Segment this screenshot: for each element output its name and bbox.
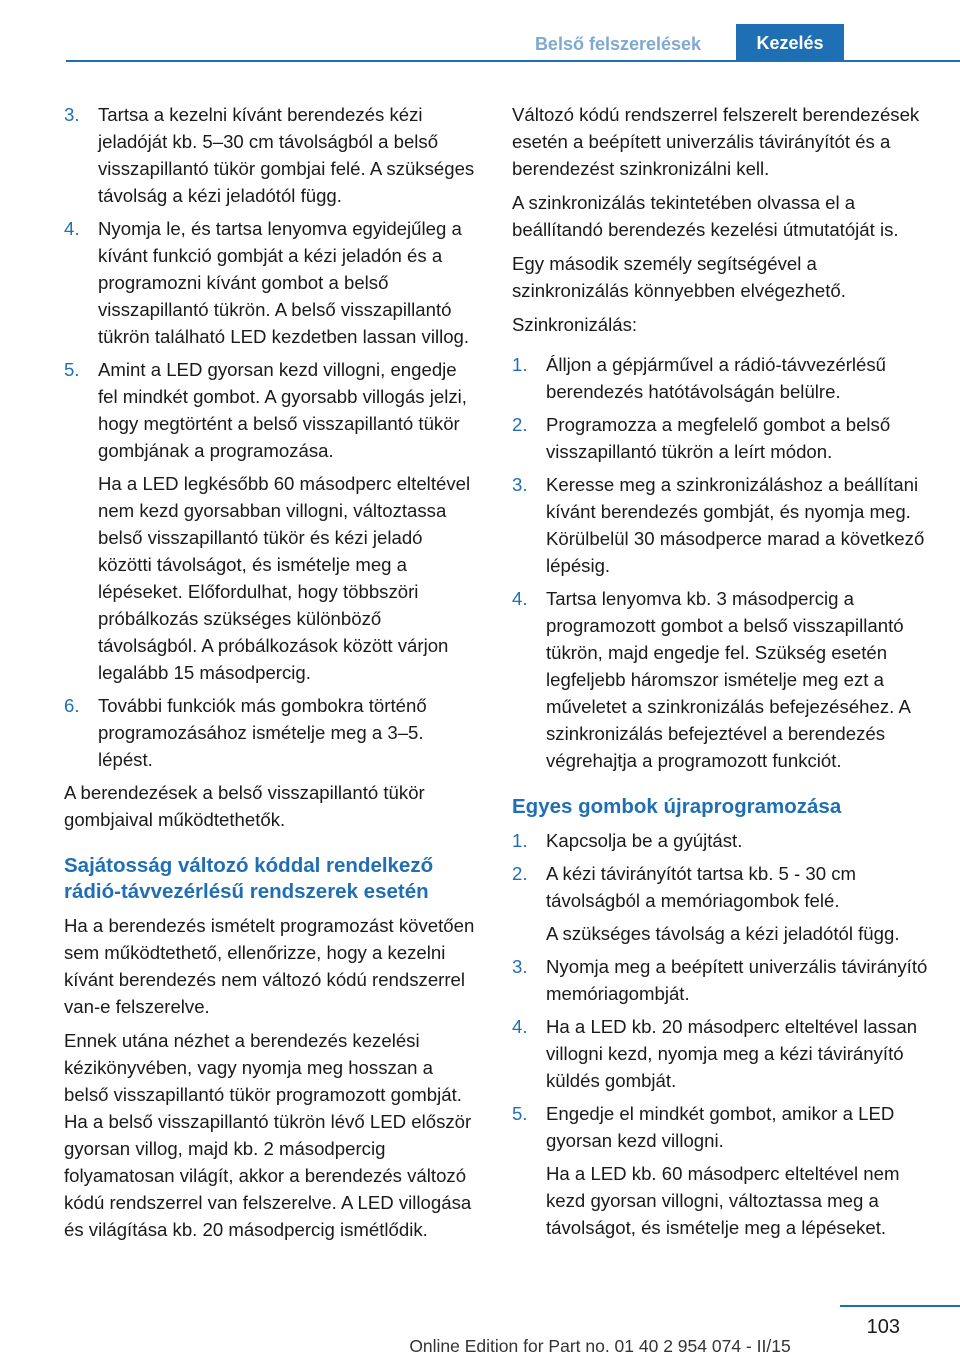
step-note: Ha a LED legkésőbb 60 másodperc elteltével nem kezd gyorsabban villogni, változtassa belső visszapillantó tükör és kézi jeladó közötti távolságot, és ismételje meg a lépéseket. Előfordulhat, hogy többszöri próbálkozás szükséges különböző távolságból. A próbálkozások között várjon legalább 15 másodpercig. bbox=[98, 473, 471, 683]
step-6 bbox=[64, 692, 478, 773]
body-paragraph: Változó kódú rendszerrel felszerelt berendezések esetén a beépített univerzális távirányítót és a berendezést szinkronizálni kell. bbox=[512, 104, 920, 179]
step-text: Tartsa a kezelni kívánt berendezés kézi jeladóját kb. 5–30 cm távolságból a belső visszapillantó tükör gombjai felé. A szükséges távolság a kézi jeladótól függ. bbox=[98, 104, 475, 206]
sync-step-4 bbox=[512, 585, 928, 774]
body-paragraph: A berendezések a belső visszapillantó tükör gombjaival működtethetők. bbox=[64, 782, 425, 830]
reprog-step-3 bbox=[512, 953, 928, 1007]
step-number: 1. bbox=[512, 830, 528, 851]
step-note: A szükséges távolság a kézi jeladótól függ. bbox=[546, 923, 900, 944]
step-note: Ha a LED kb. 60 másodperc elteltével nem kezd gyorsan villogni, változtassa meg a távolságot, és ismételje meg a lépéseket. bbox=[546, 1163, 900, 1238]
right-column bbox=[512, 101, 928, 1247]
step-number: 1. bbox=[512, 354, 528, 375]
step-text: A kézi távirányítót tartsa kb. 5 - 30 cm távolságból a memóriagombok felé. bbox=[546, 863, 857, 911]
edition-footer: Online Edition for Part no. 01 40 2 954 074 - II/15 bbox=[409, 1336, 791, 1356]
reprog-step-5 bbox=[512, 1100, 928, 1241]
body-paragraph: Szinkronizálás: bbox=[512, 314, 638, 335]
header-section-label: Belső felszerelések bbox=[534, 34, 702, 54]
page-number: 103 bbox=[866, 1316, 900, 1338]
step-number: 2. bbox=[512, 863, 528, 884]
step-3 bbox=[64, 101, 478, 209]
sync-step-2 bbox=[512, 411, 928, 465]
step-text: Amint a LED gyorsan kezd villogni, engedje fel mindkét gombot. A gyorsabb villogás jelzi, hogy megtörtént a belső visszapillantó tükör gombjának a programozása. bbox=[98, 359, 467, 461]
body-paragraph: A szinkronizálás tekintetében olvassa el a beállítandó berendezés kezelési útmutatóját is. bbox=[512, 192, 899, 240]
step-number: 6. bbox=[64, 695, 80, 716]
step-number: 5. bbox=[64, 359, 80, 380]
body-paragraph: Egy második személy segítségével a szinkronizálás könnyebben elvégezhető. bbox=[512, 253, 846, 301]
reprog-step-1 bbox=[512, 827, 928, 854]
step-text: Tartsa lenyomva kb. 3 másodpercig a programozott gombot a belső visszapillantó tükrön, majd engedje fel. Szükség esetén legfeljebb háromszor ismételje meg ezt a műveletet a szinkronizálás befejezéséhez. A szinkronizálás befejeztével a berendezés végrehajtja a programozott funkciót. bbox=[546, 588, 910, 771]
section-heading: Egyes gombok újraprogramozása bbox=[512, 795, 842, 818]
body-paragraph: Ha a berendezés ismételt programozást követően sem működtethető, ellenőrizze, hogy a kezelni kívánt berendezés nem változó kódú rendszerrel van-e felszerelve. bbox=[64, 915, 475, 1017]
left-column bbox=[64, 101, 478, 1250]
section-heading: Sajátosság változó kóddal rendelkező rádió-távvezérlésű rendszerek esetén bbox=[64, 854, 434, 903]
step-text: Kapcsolja be a gyújtást. bbox=[546, 830, 743, 851]
step-number: 5. bbox=[512, 1103, 528, 1124]
step-text: Nyomja meg a beépített univerzális távirányító memóriagombját. bbox=[546, 956, 928, 1004]
step-text: Ha a LED kb. 20 másodperc elteltével lassan villogni kezd, nyomja meg a kézi távirányító küldés gombját. bbox=[546, 1016, 918, 1091]
step-text: Álljon a gépjárművel a rádió-távvezérlésű berendezés hatótávolságán belülre. bbox=[546, 354, 887, 402]
step-number: 4. bbox=[64, 218, 80, 239]
step-number: 2. bbox=[512, 414, 528, 435]
sync-step-1 bbox=[512, 351, 928, 405]
step-text: Nyomja le, és tartsa lenyomva egyidejűleg a kívánt funkció gombját a kézi jeladón és a programozni kívánt gombot a belső visszapillantó tükrön. A belső visszapillantó tükrön található LED kezdetben lassan villog. bbox=[98, 218, 470, 347]
reprog-step-2 bbox=[512, 860, 928, 947]
header-rule bbox=[66, 60, 960, 62]
step-text: További funkciók más gombokra történő programozásához ismételje meg a 3–5. lépést. bbox=[98, 695, 427, 770]
step-text: Programozza a megfelelő gombot a belső visszapillantó tükrön a leírt módon. bbox=[546, 414, 891, 462]
step-number: 3. bbox=[512, 956, 528, 977]
step-text: Keresse meg a szinkronizáláshoz a beállítani kívánt berendezés gombját, és nyomja meg. Körülbelül 30 másodperce marad a következő lépésig. bbox=[546, 474, 925, 576]
header-chapter-tab: Kezelés bbox=[736, 24, 844, 62]
step-number: 3. bbox=[64, 104, 80, 125]
step-number: 4. bbox=[512, 1016, 528, 1037]
body-paragraph: Ennek utána nézhet a berendezés kezelési kézikönyvében, vagy nyomja meg hosszan a belső visszapillantó tükör programozott gombját. Ha a belső visszapillantó tükrön lévő LED először gyorsan villog, majd kb. 2 másodpercig folyamatosan világít, akkor a berendezés változó kódú rendszerrel van felszerelve. A LED villogása és világítása kb. 20 másodpercig ismétlődik. bbox=[64, 1030, 472, 1240]
footer-rule bbox=[840, 1305, 960, 1307]
sync-step-3 bbox=[512, 471, 928, 579]
step-number: 4. bbox=[512, 588, 528, 609]
step-text: Engedje el mindkét gombot, amikor a LED gyorsan kezd villogni. bbox=[546, 1103, 895, 1151]
step-4 bbox=[64, 215, 478, 350]
step-number: 3. bbox=[512, 474, 528, 495]
reprog-step-4 bbox=[512, 1013, 928, 1094]
step-5 bbox=[64, 356, 478, 686]
